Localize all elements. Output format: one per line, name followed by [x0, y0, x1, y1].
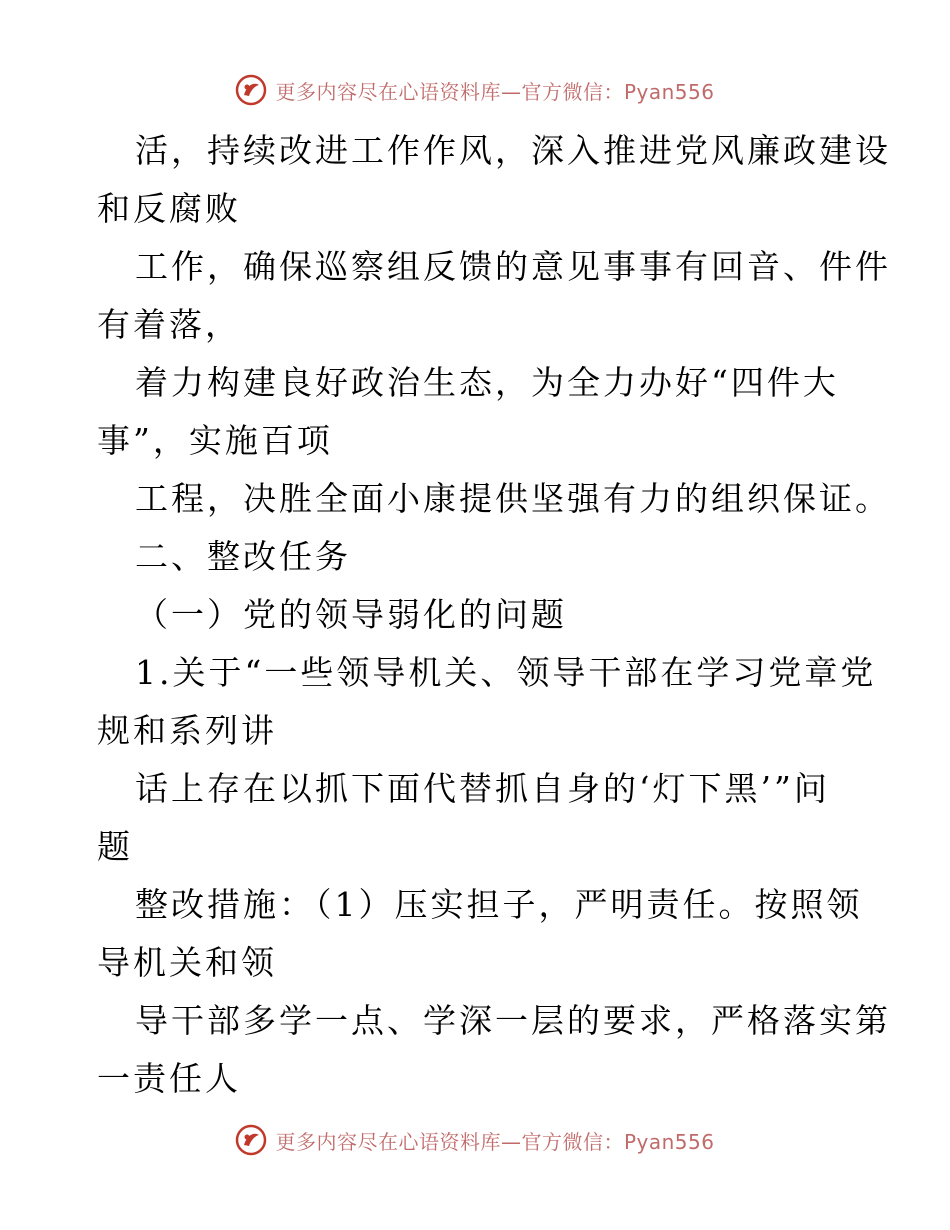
text-line: 工作，确保巡察组反馈的意见事事有回音、件件 [135, 247, 891, 286]
logo-icon [235, 74, 267, 106]
text-line: 事”，实施百项 [97, 421, 333, 460]
text-line: 着力构建良好政治生态，为全力办好“四件大 [135, 363, 839, 402]
footer-watermark-inner [235, 1124, 714, 1156]
text-line: 一责任人 [97, 1059, 241, 1098]
document-body [0, 122, 950, 1108]
section-heading: 二、整改任务 [135, 537, 351, 576]
text-line: 导机关和领 [97, 943, 277, 982]
header-watermark [0, 70, 950, 110]
text-line: 题 [97, 827, 133, 866]
text-line: 活，持续改进工作作风，深入推进党风廉政建设 [135, 131, 891, 170]
header-watermark-inner [235, 74, 714, 106]
text-line: 规和系列讲 [97, 711, 277, 750]
text-line: 1.关于“一些领导机关、领导干部在学习党章党 [135, 653, 877, 692]
header-watermark-text: 更多内容尽在心语资料库—官方微信：Pyan556 [275, 79, 715, 104]
text-line: 导干部多学一点、学深一层的要求，严格落实第 [135, 1001, 891, 1040]
text-line: 话上存在以抓下面代替抓自身的‘灯下黑’”问 [135, 769, 830, 808]
subsection-heading: （一）党的领导弱化的问题 [135, 595, 567, 634]
logo-icon [235, 1124, 267, 1156]
footer-watermark-text: 更多内容尽在心语资料库—官方微信：Pyan556 [275, 1129, 715, 1154]
text-line: 有着落， [97, 305, 241, 344]
text-line: 整改措施：（1）压实担子，严明责任。按照领 [135, 885, 863, 924]
text-line: 工程，决胜全面小康提供坚强有力的组织保证。 [135, 479, 891, 518]
footer-watermark [0, 1120, 950, 1160]
text-line: 和反腐败 [97, 189, 241, 228]
